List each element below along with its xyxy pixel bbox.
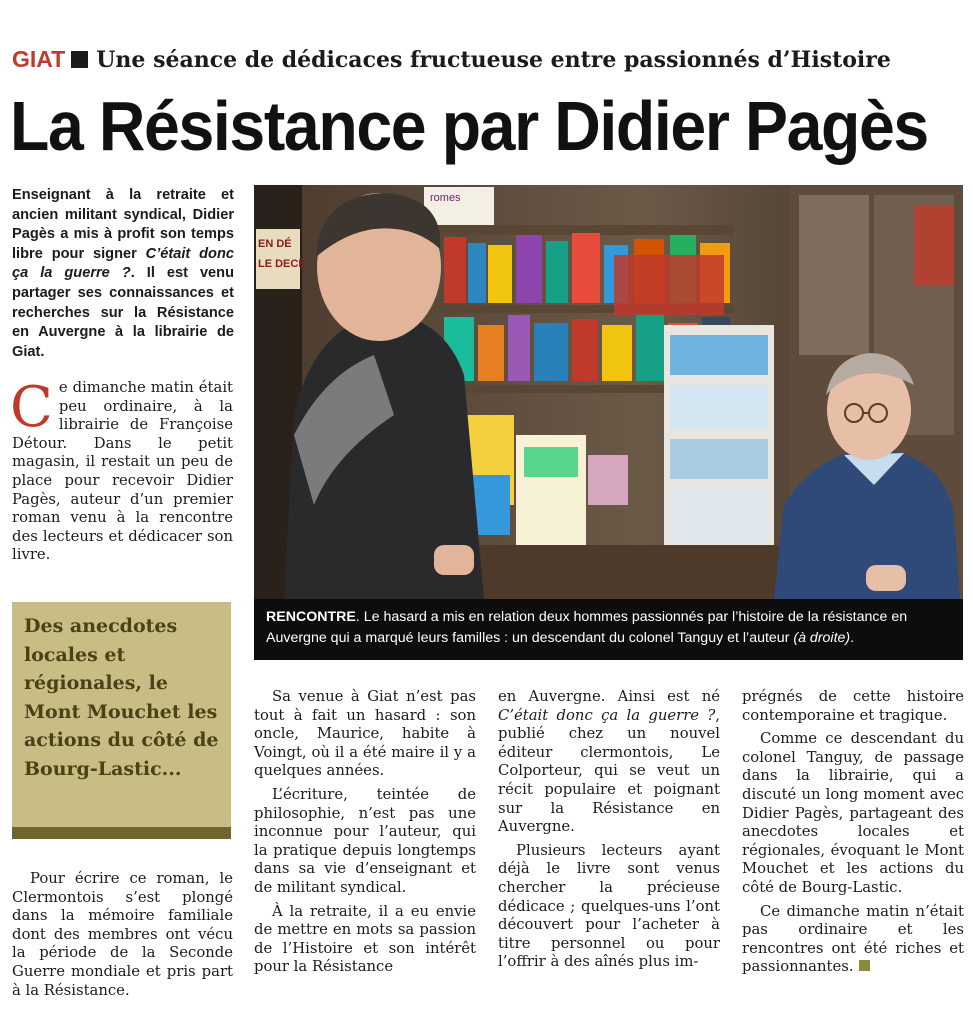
article-column-4 bbox=[742, 688, 964, 977]
paragraph-5: À la retraite, il a eu envie de mettre en mots sa passion de l’Histoire et son intérêt pour la Résistance bbox=[254, 902, 476, 976]
paragraph-5-continued bbox=[498, 688, 720, 837]
pull-quote-box bbox=[12, 602, 231, 839]
poster-text-1: EN DÉ bbox=[258, 238, 292, 250]
subtitle: Une séance de dédicaces fructueuse entre passionnés d’Histoire bbox=[96, 47, 891, 73]
shop-sign-text: romes bbox=[430, 192, 461, 204]
headline: La Résistance par Didier Pagès bbox=[10, 87, 928, 165]
paragraph-6: Plusieurs lecteurs ayant déjà le livre sont venus chercher la précieuse dédicace ; quelques-uns l’ont découvert pour l’acheter à titre personnel ou pour l’offrir à des aînés plus im- bbox=[498, 841, 720, 971]
caption-end: . bbox=[850, 630, 855, 646]
intro-text-2: . Il est venu partager ses connaissances et recherches sur la Résistance en Auvergne à la librairie de Giat. bbox=[12, 265, 235, 360]
paragraph-5-cont-text-a: en Auvergne. Ainsi est né bbox=[498, 688, 720, 705]
intro-paragraph bbox=[12, 186, 234, 362]
pull-quote-text: Des anecdotes locales et régionales, le Mont Mouchet les actions du côté de Bourg-Lastic... bbox=[24, 615, 219, 780]
kicker-line bbox=[12, 44, 891, 75]
caption-note: (à droite) bbox=[793, 630, 851, 646]
article-column-1-top bbox=[10, 375, 233, 565]
paragraph-3: Sa venue à Giat n’est pas tout à fait un hasard : son oncle, Maurice, habite à Voingt, où il a été maire il y a quelques années. bbox=[254, 688, 476, 780]
article-column-2 bbox=[254, 688, 476, 977]
poster-text-2: LE DECE bbox=[258, 258, 306, 270]
drop-cap: C bbox=[10, 375, 53, 440]
intro-book-title: C’était donc ça la guerre ? bbox=[12, 245, 235, 282]
paragraph-4: L’écriture, teintée de philosophie, n’est pas une inconnue pour l’auteur, qui la pratique depuis longtemps dans sa vie d’enseignant et de militant syndical. bbox=[254, 785, 476, 896]
book-title: C’était donc ça la guerre ? bbox=[498, 706, 716, 724]
paragraph-1-text: e dimanche matin était peu ordinaire, à la librairie de Françoise Détour. Dans le petit magasin, il restait un peu de place pour recevoir Didier Pagès, auteur d’un premier roman venu à la rencontre des lecteurs et dédicacer son livre. bbox=[12, 379, 233, 564]
paragraph-8 bbox=[742, 903, 964, 977]
paragraph-2: Pour écrire ce roman, le Clermontois s’est plongé dans la mémoire familiale dont des membres ont vécu la période de la Seconde Guerre mondiale et pris part à la Résistance. bbox=[12, 870, 233, 999]
paragraph-7: Comme ce descendant du colonel Tanguy, de passage dans la librairie, qui a discuté un long moment avec Didier Pagès, partageant des anecdotes locales et régionales, évoquant le Mont Mouchet et les actions du côté de Bourg-Lastic. bbox=[742, 730, 964, 896]
paragraph-1 bbox=[10, 375, 233, 565]
article-column-3 bbox=[498, 688, 720, 972]
photo-caption bbox=[254, 599, 963, 660]
end-mark-icon bbox=[859, 960, 870, 971]
square-bullet-icon bbox=[71, 51, 88, 68]
paragraph-8-text: Ce dimanche matin n’était pas ordinaire et les rencontres ont été riches et passionnantes. bbox=[742, 902, 964, 976]
paragraph-6-continued: prégnés de cette histoire contemporaine et tragique. bbox=[742, 688, 964, 724]
paragraph-5-cont-text-b: , publié chez un nouvel éditeur clermontois, Le Colporteur, qui se veut un récit populaire et poignant sur la Résistance en Auvergne. bbox=[498, 706, 720, 836]
location-label: GIAT bbox=[12, 46, 66, 72]
caption-lead: RENCONTRE bbox=[266, 609, 356, 625]
photo-illustration bbox=[254, 185, 963, 599]
article-column-1-bottom bbox=[12, 870, 233, 1000]
article-photo bbox=[254, 185, 963, 599]
intro-text-1: Enseignant à la retraite et ancien militant syndical, Didier Pagès a mis à profit son temps libre pour signer bbox=[12, 187, 234, 262]
caption-text: . Le hasard a mis en relation deux hommes passionnés par l’histoire de la résistance en Auvergne qui a marqué leurs familles : un descendant du colonel Tanguy et l’auteur bbox=[266, 609, 908, 646]
